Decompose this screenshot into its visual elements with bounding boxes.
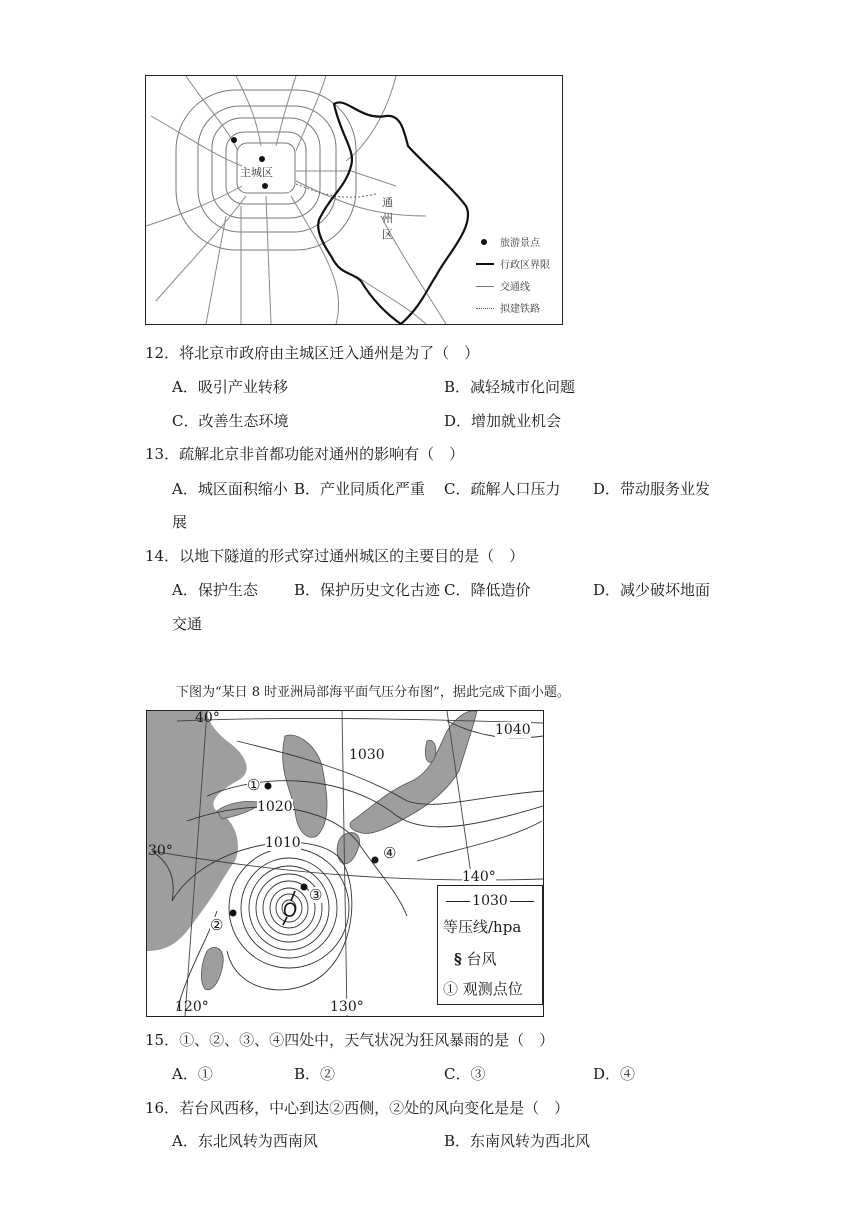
typhoon-icon: § [454,950,462,968]
question-13: 13．疏解北京非首都功能对通州的影响有（ ） [145,445,465,463]
isobar-label-1030: 1030 [349,747,385,763]
legend-isobar-sample: 1030 [444,892,536,910]
thin-line-icon [476,286,494,287]
dotted-line-icon [476,308,494,309]
q13-option-d[interactable]: D．带动服务业发 [593,480,711,498]
question-14: 14．以地下隧道的形式穿过通州城区的主要目的是（ ） [145,547,525,565]
q14-option-a[interactable]: A．保护生态 [172,581,258,599]
isobar-label-1010: 1010 [265,835,301,851]
main-district-label: 主城区 [240,166,273,179]
point-label-2: ② [210,916,224,934]
lon-label-140: 140° [462,869,496,885]
q15-option-d[interactable]: D．④ [593,1065,636,1083]
q13-option-a[interactable]: A．城区面积缩小 [172,480,288,498]
legend-item-tourist-spot: 旅游景点 [476,234,560,256]
lon-label-130: 130° [330,999,364,1015]
q14-option-d-wrap: 交通 [172,615,203,633]
pressure-map-figure [146,710,544,1017]
point-label-3: ③ [309,886,323,904]
tongzhou-label-3: 区 [382,228,393,241]
q15-option-c[interactable]: C．③ [444,1065,486,1083]
q14-option-d[interactable]: D．减少破坏地面 [593,581,711,599]
map1-legend [476,234,560,322]
question-15: 15．①、②、③、④四处中，天气状况为狂风暴雨的是（ ） [145,1031,555,1049]
isobar-label-1040: 1040 [495,722,531,738]
legend-observation-point: ① 观测点位 [443,980,523,998]
q12-option-b[interactable]: B．减轻城市化问题 [444,378,576,396]
beijing-map-figure [145,75,563,325]
question-12: 12．将北京市政府由主城区迁入通州是为了（ ） [145,344,480,362]
lat-label-40: 40° [195,710,220,726]
q14-option-c[interactable]: C．降低造价 [444,581,531,599]
q13-option-b[interactable]: B．产业同质化严重 [294,480,426,498]
tongzhou-label-2: 州 [382,212,393,225]
point-label-4: ④ [383,844,397,862]
legend-typhoon: § 台风 [454,950,497,968]
legend-item-traffic-line: 交通线 [476,278,560,300]
section-intro: 下图为“某日 8 时亚洲局部海平面气压分布图”，据此完成下面小题。 [176,685,570,700]
q13-option-c[interactable]: C．疏解人口压力 [444,480,561,498]
legend-item-proposed-railway: 拟建铁路 [476,300,560,322]
q15-option-a[interactable]: A．① [172,1065,213,1083]
q12-option-d[interactable]: D．增加就业机会 [444,412,562,430]
q13-option-d-wrap: 展 [172,513,188,531]
question-16: 16．若台风西移，中心到达②西侧，②处的风向变化是是（ ） [145,1099,570,1117]
legend-isobar-label: 等压线/hpa [443,918,522,936]
tongzhou-label-1: 通 [382,196,393,209]
point-label-1: ① [247,776,261,794]
q15-option-b[interactable]: B．② [294,1065,336,1083]
q16-option-b[interactable]: B．东南风转为西北风 [444,1132,591,1150]
q12-option-c[interactable]: C．改善生态环境 [172,412,289,430]
legend-item-admin-boundary: 行政区界限 [476,256,560,278]
q14-option-b[interactable]: B．保护历史文化古迹 [294,581,441,599]
dot-icon [481,239,487,245]
map2-legend [437,885,543,1005]
isobar-label-1020: 1020 [257,799,293,815]
lon-label-120: 120° [175,999,209,1015]
q16-option-a[interactable]: A．东北风转为西南风 [172,1132,318,1150]
q12-option-a[interactable]: A．吸引产业转移 [172,378,288,396]
lat-label-30: 30° [148,843,173,859]
thick-line-icon [476,263,494,265]
